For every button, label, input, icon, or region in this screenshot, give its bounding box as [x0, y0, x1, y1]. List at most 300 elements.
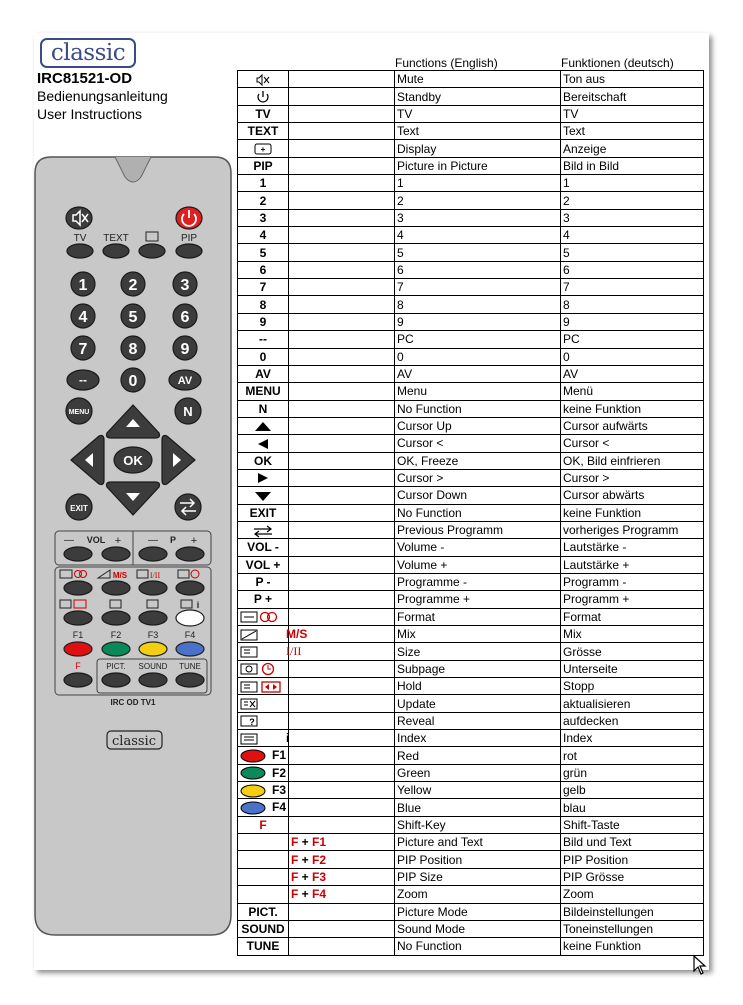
sound-label: SOUND	[138, 662, 168, 671]
up-triangle-icon	[240, 419, 286, 433]
function-english: Programme +	[395, 591, 561, 608]
combo-cell	[289, 331, 395, 348]
model-number: IRC81521-OD	[37, 70, 133, 87]
combo-cell	[289, 487, 395, 504]
key-cell: N	[238, 400, 289, 417]
display-icon	[240, 142, 286, 156]
key-cell: 6	[238, 261, 289, 278]
function-german: 0	[561, 348, 704, 365]
function-english: PC	[395, 331, 561, 348]
table-row	[238, 244, 704, 261]
function-german: Anzeige	[561, 140, 704, 157]
p-plus-button	[176, 547, 204, 561]
function-german: Cursor abwärts	[561, 487, 704, 504]
mute-button	[66, 207, 92, 229]
table-row	[238, 331, 704, 348]
function-english: Cursor Up	[395, 417, 561, 434]
combo-cell	[289, 88, 395, 105]
p-plus-label: +	[190, 535, 198, 547]
reveal-icon	[240, 714, 286, 728]
function-german: Lautstärke -	[561, 539, 704, 556]
ms-label: M/S	[112, 571, 128, 580]
function-german: Cursor <	[561, 435, 704, 452]
key-cell: TEXT	[238, 123, 289, 140]
digit-buttons	[71, 272, 197, 360]
combo-cell	[289, 244, 395, 261]
key-cell: VOL +	[238, 556, 289, 573]
combo-cell	[289, 279, 395, 296]
combo-cell	[289, 175, 395, 192]
f-button	[64, 673, 92, 687]
f2-label: F2	[110, 630, 122, 640]
table-row	[238, 521, 704, 538]
function-german: rot	[561, 747, 704, 764]
key-cell	[238, 140, 289, 157]
function-english: Red	[395, 747, 561, 764]
combo-f-key: F1	[312, 835, 327, 850]
table-row	[238, 140, 704, 157]
remote-control-illustration	[33, 155, 233, 940]
function-german: Toneinstellungen	[561, 920, 704, 937]
function-english: TV	[395, 105, 561, 122]
table-row	[238, 452, 704, 469]
key-cell: 2	[238, 192, 289, 209]
f4-label: F4	[184, 630, 196, 640]
table-row	[238, 764, 704, 781]
function-german: Ton aus	[561, 71, 704, 88]
combo-f-key: F4	[312, 887, 327, 902]
update-button	[102, 611, 130, 625]
key-cell: 8	[238, 296, 289, 313]
format-icon	[240, 610, 286, 624]
combo-cell	[289, 400, 395, 417]
key-cell: 1	[238, 175, 289, 192]
table-row	[238, 834, 704, 851]
combo-cell	[289, 591, 395, 608]
table-row	[238, 591, 704, 608]
key-cell: EXIT	[238, 504, 289, 521]
function-english: Sound Mode	[395, 920, 561, 937]
standby-icon	[240, 90, 286, 104]
table-row	[238, 504, 704, 521]
function-english: 1	[395, 175, 561, 192]
combo-cell	[289, 799, 395, 816]
combo-cell	[289, 435, 395, 452]
f-key-label: F4	[272, 800, 287, 815]
yellow-f3-button	[139, 642, 167, 656]
function-english: Cursor >	[395, 469, 561, 486]
index-button	[176, 610, 204, 626]
standby-button	[176, 207, 202, 229]
n-label: N	[183, 404, 193, 419]
key-cell: MENU	[238, 383, 289, 400]
function-english: Update	[395, 695, 561, 712]
combo-cell	[289, 660, 395, 677]
key-cell	[238, 712, 289, 729]
combo-cell	[289, 608, 395, 625]
key-cell	[238, 851, 289, 868]
function-german: Menü	[561, 383, 704, 400]
combo-cell	[289, 556, 395, 573]
mute-icon	[240, 73, 286, 87]
key-cell: 9	[238, 313, 289, 330]
combo-cell	[289, 678, 395, 695]
header-english: Functions (English)	[395, 56, 498, 70]
table-row	[238, 747, 704, 764]
combo-shift-key: F	[291, 852, 299, 867]
hold-icon	[240, 680, 286, 694]
tune-button	[176, 673, 204, 687]
key-cell	[238, 643, 302, 660]
table-row	[238, 209, 704, 226]
function-german: Zoom	[561, 886, 704, 903]
key-cell	[238, 435, 289, 452]
function-german: Bereitschaft	[561, 88, 704, 105]
combo-cell	[289, 105, 395, 122]
table-row	[238, 678, 704, 695]
size-button	[139, 581, 167, 595]
function-german: Format	[561, 608, 704, 625]
function-english: PIP Position	[395, 851, 561, 868]
function-english: Previous Programm	[395, 521, 561, 538]
table-row	[238, 192, 704, 209]
combo-plus: +	[298, 852, 313, 867]
function-english: 7	[395, 279, 561, 296]
key-cell: F	[238, 816, 289, 833]
table-row	[238, 643, 704, 660]
digit-6-label: 6	[180, 309, 190, 326]
function-german: keine Funktion	[561, 400, 704, 417]
p-label: P	[169, 535, 177, 545]
table-row	[238, 851, 704, 868]
combo-plus: +	[298, 887, 313, 902]
function-german: grün	[561, 764, 704, 781]
function-german: 4	[561, 227, 704, 244]
combo-cell	[289, 452, 395, 469]
function-german: 9	[561, 313, 704, 330]
table-row	[238, 348, 704, 365]
function-german: Cursor aufwärts	[561, 417, 704, 434]
menu-label: MENU	[68, 409, 90, 416]
combo-cell	[289, 140, 395, 157]
function-german: Bild in Bild	[561, 157, 704, 174]
table-row	[238, 868, 704, 885]
table-row	[238, 539, 704, 556]
function-english: Volume -	[395, 539, 561, 556]
function-english: Index	[395, 730, 561, 747]
function-english: Shift-Key	[395, 816, 561, 833]
mouse-cursor-icon	[693, 955, 707, 975]
function-german: keine Funktion	[561, 504, 704, 521]
key-cell	[238, 782, 289, 799]
display-button	[139, 244, 165, 258]
combo-cell	[289, 764, 395, 781]
combo-cell	[289, 504, 395, 521]
function-english: Subpage	[395, 660, 561, 677]
digit-5-label: 5	[128, 309, 138, 326]
key-cell: SOUND	[238, 920, 289, 937]
blue-button-icon	[240, 801, 266, 815]
combo-cell	[289, 539, 395, 556]
table-row	[238, 695, 704, 712]
key-cell: PIP	[238, 157, 289, 174]
table-row	[238, 123, 704, 140]
f1-label: F1	[72, 630, 84, 640]
function-english: Cursor Down	[395, 487, 561, 504]
combo-cell	[289, 469, 395, 486]
yellow-button-icon	[240, 784, 266, 798]
size-icon	[240, 645, 286, 659]
text-button	[103, 244, 129, 258]
function-german: Bildeinstellungen	[561, 903, 704, 920]
red-f1-button	[64, 642, 92, 656]
ms-key-label: M/S	[286, 626, 308, 641]
combo-cell	[289, 730, 395, 747]
key-cell	[238, 730, 289, 747]
combo-cell	[289, 851, 395, 868]
combo-cell	[289, 747, 395, 764]
function-german: PC	[561, 331, 704, 348]
table-row	[238, 782, 704, 799]
info-label: i	[196, 600, 200, 610]
table-row	[238, 712, 704, 729]
combo-cell	[289, 782, 395, 799]
red-button-icon	[240, 749, 266, 763]
function-english: PIP Size	[395, 868, 561, 885]
vol-label: VOL	[86, 535, 106, 545]
function-german: PIP Grösse	[561, 868, 704, 885]
table-row	[238, 730, 704, 747]
function-english: 5	[395, 244, 561, 261]
function-english: 0	[395, 348, 561, 365]
combo-cell	[289, 521, 395, 538]
combo-shift-key: F	[291, 835, 299, 850]
function-german: 8	[561, 296, 704, 313]
table-row	[238, 920, 704, 937]
combo-plus: +	[298, 835, 313, 850]
table-row	[238, 365, 704, 382]
table-row	[238, 227, 704, 244]
table-row	[238, 903, 704, 920]
function-english: Cursor <	[395, 435, 561, 452]
table-row	[238, 105, 704, 122]
key-cell: PICT.	[238, 903, 289, 920]
key-cell: 4	[238, 227, 289, 244]
function-english: Standby	[395, 88, 561, 105]
combo-cell	[289, 192, 395, 209]
function-english: Blue	[395, 799, 561, 816]
digit-7-label: 7	[78, 341, 88, 358]
f3-label: F3	[147, 630, 159, 640]
down-triangle-icon	[240, 489, 286, 503]
bottom-logo-text: classic	[112, 734, 156, 749]
digit-9-label: 9	[180, 341, 190, 358]
function-english: Picture and Text	[395, 834, 561, 851]
key-cell: P +	[238, 591, 289, 608]
combo-cell	[289, 313, 395, 330]
function-english: Mix	[395, 626, 561, 643]
combo-cell	[289, 573, 395, 590]
key-cell	[238, 88, 289, 105]
function-english: 9	[395, 313, 561, 330]
combo-cell	[289, 209, 395, 226]
key-cell	[238, 678, 289, 695]
key-cell: 5	[238, 244, 289, 261]
function-german: aktualisieren	[561, 695, 704, 712]
function-german: 2	[561, 192, 704, 209]
function-english: Hold	[395, 678, 561, 695]
tune-label: TUNE	[179, 662, 201, 671]
p-minus-button	[139, 547, 167, 561]
function-english: Menu	[395, 383, 561, 400]
mix-icon	[240, 628, 286, 642]
combo-cell	[289, 365, 395, 382]
blue-f4-button	[176, 642, 204, 656]
key-cell: AV	[238, 365, 289, 382]
function-english: Yellow	[395, 782, 561, 799]
function-german: 5	[561, 244, 704, 261]
table-row	[238, 660, 704, 677]
combo-shift-key: F	[291, 887, 299, 902]
p-minus-label: —	[148, 535, 158, 546]
table-row	[238, 417, 704, 434]
f-key-label: F3	[272, 782, 287, 797]
function-german: Unterseite	[561, 660, 704, 677]
table-row	[238, 175, 704, 192]
function-german: Text	[561, 123, 704, 140]
combo-cell	[289, 816, 395, 833]
combo-cell	[289, 123, 395, 140]
table-row	[238, 608, 704, 625]
function-english: Size	[395, 643, 561, 660]
combo-cell	[289, 261, 395, 278]
table-row	[238, 400, 704, 417]
function-german: Shift-Taste	[561, 816, 704, 833]
function-german: Bild und Text	[561, 834, 704, 851]
table-row	[238, 435, 704, 452]
combo-cell	[289, 348, 395, 365]
combo-cell	[289, 157, 395, 174]
subpage-button	[176, 581, 204, 595]
function-german: Stopp	[561, 678, 704, 695]
function-english: Picture Mode	[395, 903, 561, 920]
f-label: F	[75, 661, 81, 671]
size-key-label: I/II	[286, 644, 302, 659]
brand-logo	[40, 38, 136, 68]
digit-8-label: 8	[128, 341, 138, 358]
key-cell	[238, 71, 289, 88]
info-key-label: i	[286, 730, 290, 745]
combo-cell	[289, 643, 395, 660]
digit-3-label: 3	[180, 277, 190, 294]
av-label: AV	[177, 375, 193, 387]
table-row	[238, 573, 704, 590]
key-cell	[238, 608, 289, 625]
table-row	[238, 938, 704, 955]
mix-button	[102, 581, 130, 595]
format-button	[64, 581, 92, 595]
pip-button	[176, 244, 202, 258]
tv-label: TV	[73, 233, 87, 244]
green-button-icon	[240, 766, 266, 780]
key-cell	[238, 417, 289, 434]
function-english: Text	[395, 123, 561, 140]
function-german: 3	[561, 209, 704, 226]
function-english: 3	[395, 209, 561, 226]
key-cell	[238, 799, 289, 816]
exit-label: EXIT	[70, 504, 88, 513]
function-german: 6	[561, 261, 704, 278]
table-row	[238, 487, 704, 504]
table-row	[238, 71, 704, 88]
combo-cell	[289, 71, 395, 88]
function-english: Mute	[395, 71, 561, 88]
pict-button	[102, 673, 130, 687]
table-row	[238, 88, 704, 105]
function-german: vorheriges Programm	[561, 521, 704, 538]
function-german: Lautstärke +	[561, 556, 704, 573]
combo-shift-key: F	[291, 869, 299, 884]
function-english: Format	[395, 608, 561, 625]
function-english: Green	[395, 764, 561, 781]
digit-4-label: 4	[78, 309, 88, 326]
svg-text:?: ?	[249, 717, 255, 728]
function-english: 2	[395, 192, 561, 209]
combo-f-key: F2	[312, 852, 327, 867]
svg-text:+: +	[260, 144, 266, 154]
f-key-label: F1	[272, 748, 287, 763]
key-cell	[238, 469, 289, 486]
function-german: AV	[561, 365, 704, 382]
function-german: Index	[561, 730, 704, 747]
function-english: No Function	[395, 504, 561, 521]
model-line-label: IRC OD TV1	[110, 698, 156, 707]
digit-2-label: 2	[128, 277, 138, 294]
key-cell: TV	[238, 105, 289, 122]
subpage-icon	[240, 662, 286, 676]
function-english: Programme -	[395, 573, 561, 590]
vol-minus-label: —	[64, 535, 74, 546]
function-german: 1	[561, 175, 704, 192]
table-row	[238, 816, 704, 833]
key-cell	[238, 626, 308, 643]
function-english: AV	[395, 365, 561, 382]
key-cell	[238, 868, 289, 885]
zero-label: 0	[128, 373, 138, 390]
function-german: Grösse	[561, 643, 704, 660]
table-row	[238, 279, 704, 296]
table-row	[238, 556, 704, 573]
f-key-label: F2	[272, 765, 287, 780]
function-german: Mix	[561, 626, 704, 643]
function-english: Picture in Picture	[395, 157, 561, 174]
combo-cell	[289, 886, 395, 903]
table-row	[238, 469, 704, 486]
key-cell	[238, 695, 289, 712]
subtitle-english: User Instructions	[37, 106, 143, 122]
vol-plus-button	[102, 547, 130, 561]
function-table	[237, 70, 704, 956]
function-english: Volume +	[395, 556, 561, 573]
combo-cell	[289, 417, 395, 434]
function-english: Reveal	[395, 712, 561, 729]
size-label: I/II	[149, 571, 161, 580]
function-german: keine Funktion	[561, 938, 704, 955]
function-english: 8	[395, 296, 561, 313]
subtitle-german: Bedienungsanleitung	[37, 88, 168, 104]
table-row	[238, 157, 704, 174]
pip-label: PIP	[180, 233, 198, 244]
